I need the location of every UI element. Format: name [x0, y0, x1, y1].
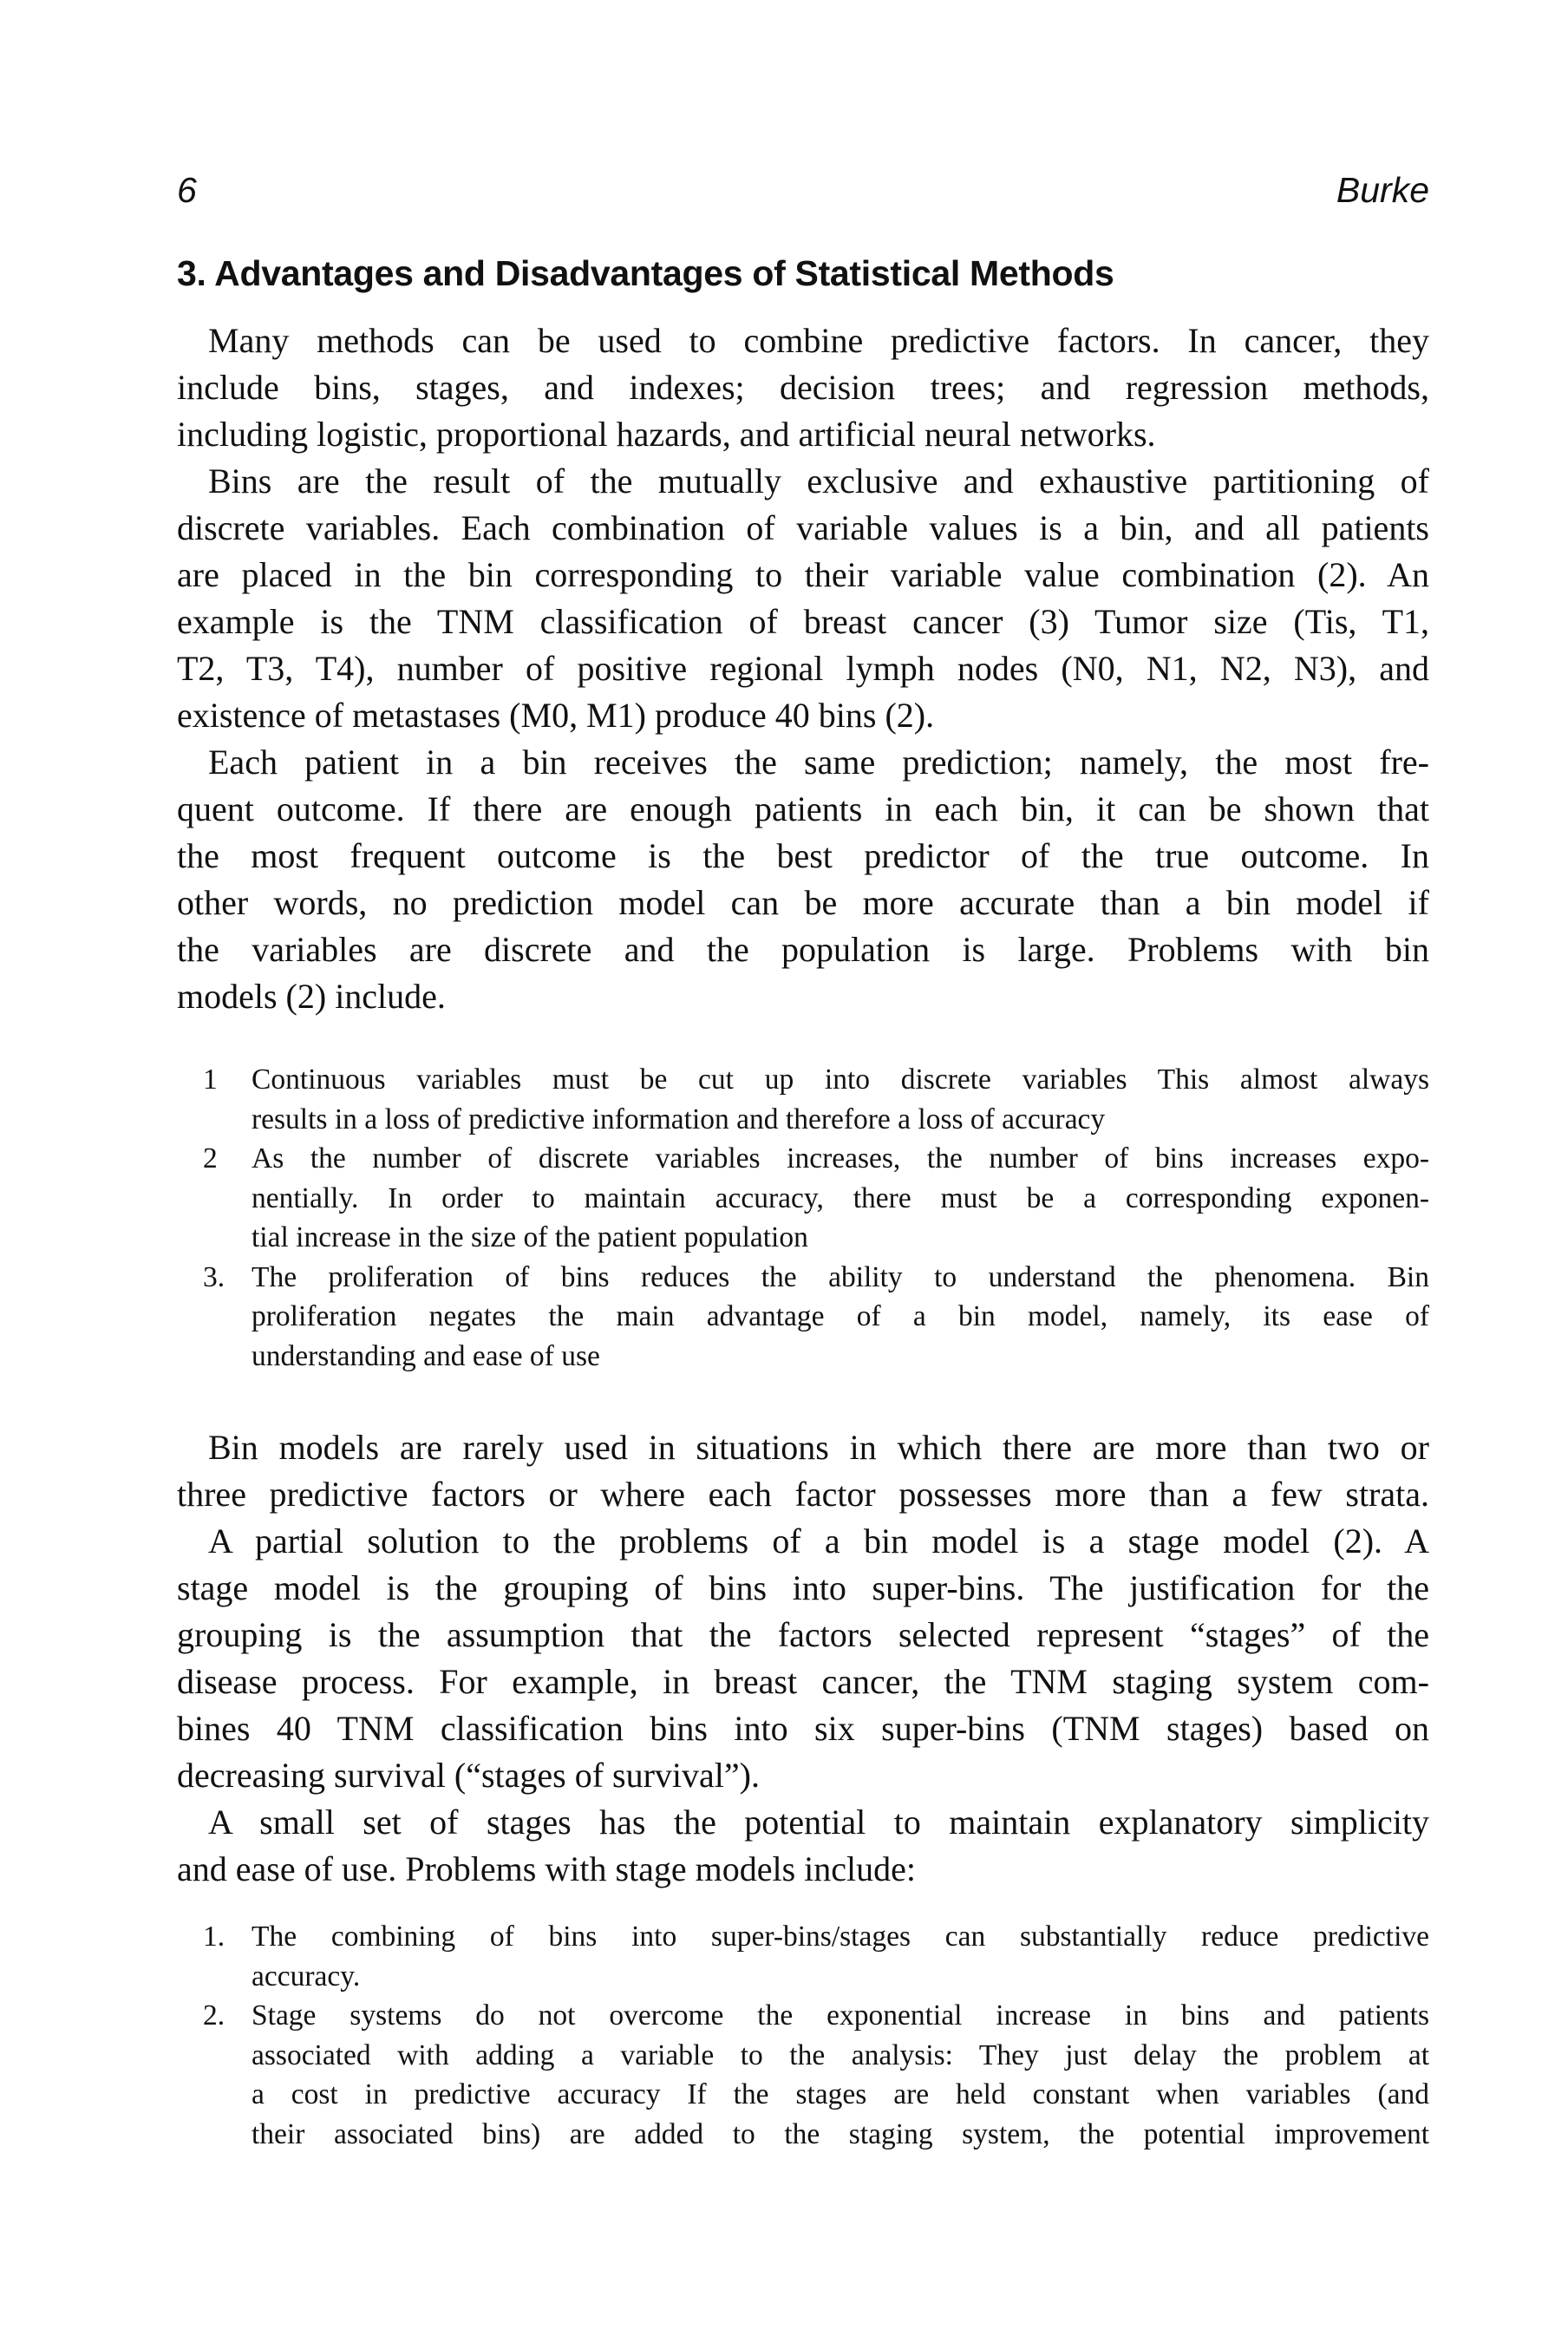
text-line: Each patient in a bin receives the same prediction; namely, the most fre- — [208, 743, 1429, 782]
stage-problems-list — [177, 1917, 1429, 2154]
text-line: A small set of stages has the potential to maintain explanatory simplicity — [208, 1803, 1429, 1842]
list-item — [177, 1139, 1429, 1258]
text-line: nentially. In order to maintain accuracy, there must be a corresponding exponen- — [252, 1181, 1429, 1214]
paragraph-methods — [177, 317, 1429, 458]
text-line: As the number of discrete variables increases, the number of bins increases expo- — [252, 1142, 1429, 1174]
text-line: include bins, stages, and indexes; decision trees; and regression methods, — [177, 368, 1429, 407]
text-line: Bins are the result of the mutually exclusive and exhaustive partitioning of — [208, 461, 1429, 501]
text-line: are placed in the bin corresponding to their variable value combination (2). An — [177, 555, 1429, 594]
list-item — [177, 1060, 1429, 1139]
list-number: 1. — [203, 1920, 225, 1953]
text-line: decreasing survival (“stages of survival”). — [177, 1756, 760, 1795]
text-line: three predictive factors or where each factor possesses more than a few strata. — [177, 1475, 1429, 1514]
paragraph-bin-models-rare — [177, 1424, 1429, 1518]
page-number: 6 — [177, 170, 197, 210]
text-line: stage model is the grouping of bins into super-bins. The justification for the — [177, 1568, 1429, 1607]
list-number: 2 — [203, 1142, 218, 1174]
list-item — [177, 1917, 1429, 1996]
list-item — [177, 1996, 1429, 2154]
text-line: The combining of bins into super-bins/stages can substantially reduce predictive — [252, 1920, 1429, 1953]
list-number: 1 — [203, 1063, 218, 1096]
text-line: Bin models are rarely used in situations in which there are more than two or — [208, 1428, 1429, 1467]
paragraph-bins — [177, 458, 1429, 739]
paragraph-each-patient — [177, 739, 1429, 1020]
text-line: accuracy. — [252, 1960, 361, 1992]
text-line: grouping is the assumption that the factors selected represent “stages” of the — [177, 1615, 1429, 1654]
list-number: 2. — [203, 1999, 225, 2032]
text-line: their associated bins) are added to the staging system, the potential improvement — [252, 2117, 1429, 2150]
text-line: quent outcome. If there are enough patients in each bin, it can be shown that — [177, 789, 1429, 828]
list-number: 3. — [203, 1260, 225, 1293]
text-line: discrete variables. Each combination of variable values is a bin, and all patients — [177, 508, 1429, 547]
body-text-top — [177, 317, 1429, 1020]
text-line: associated with adding a variable to the analysis: They just delay the problem at — [252, 2038, 1429, 2071]
bin-problems-list — [177, 1060, 1429, 1376]
text-line: other words, no prediction model can be more accurate than a bin model if — [177, 883, 1429, 922]
text-line: bines 40 TNM classification bins into six super-bins (TNM stages) based on — [177, 1709, 1429, 1748]
body-text-middle — [177, 1424, 1429, 1893]
paragraph-stage-model — [177, 1518, 1429, 1799]
text-line: models (2) include. — [177, 977, 446, 1016]
paragraph-small-set-stages — [177, 1799, 1429, 1893]
text-line: The proliferation of bins reduces the ability to understand the phenomena. Bin — [252, 1260, 1429, 1293]
section-heading: 3. Advantages and Disadvantages of Statistical Methods — [177, 253, 1114, 293]
text-line: Continuous variables must be cut up into discrete variables This almost always — [252, 1063, 1429, 1096]
text-line: example is the TNM classification of breast cancer (3) Tumor size (Tis, T1, — [177, 602, 1429, 641]
text-line: proliferation negates the main advantage of a bin model, namely, its ease of — [252, 1300, 1429, 1332]
running-head — [177, 170, 1429, 222]
text-line: existence of metastases (M0, M1) produce 40 bins (2). — [177, 696, 935, 735]
text-line: and ease of use. Problems with stage models include: — [177, 1849, 917, 1888]
text-line: T2, T3, T4), number of positive regional lymph nodes (N0, N1, N2, N3), and — [177, 649, 1429, 688]
text-line: understanding and ease of use — [252, 1339, 600, 1372]
text-line: Stage systems do not overcome the exponential increase in bins and patients — [252, 1999, 1429, 2032]
text-line: the variables are discrete and the population is large. Problems with bin — [177, 930, 1429, 969]
text-line: A partial solution to the problems of a bin model is a stage model (2). A — [208, 1521, 1429, 1561]
text-line: the most frequent outcome is the best predictor of the true outcome. In — [177, 836, 1429, 875]
text-line: results in a loss of predictive information and therefore a loss of accuracy — [252, 1103, 1106, 1135]
text-line: disease process. For example, in breast cancer, the TNM staging system com- — [177, 1662, 1429, 1701]
text-line: tial increase in the size of the patient population — [252, 1221, 808, 1253]
text-line: Many methods can be used to combine predictive factors. In cancer, they — [208, 321, 1429, 360]
text-line: including logistic, proportional hazards, and artificial neural networks. — [177, 415, 1156, 454]
text-line: a cost in predictive accuracy If the stages are held constant when variables (and — [252, 2078, 1429, 2110]
running-head-author: Burke — [1336, 170, 1429, 210]
list-item — [177, 1258, 1429, 1377]
